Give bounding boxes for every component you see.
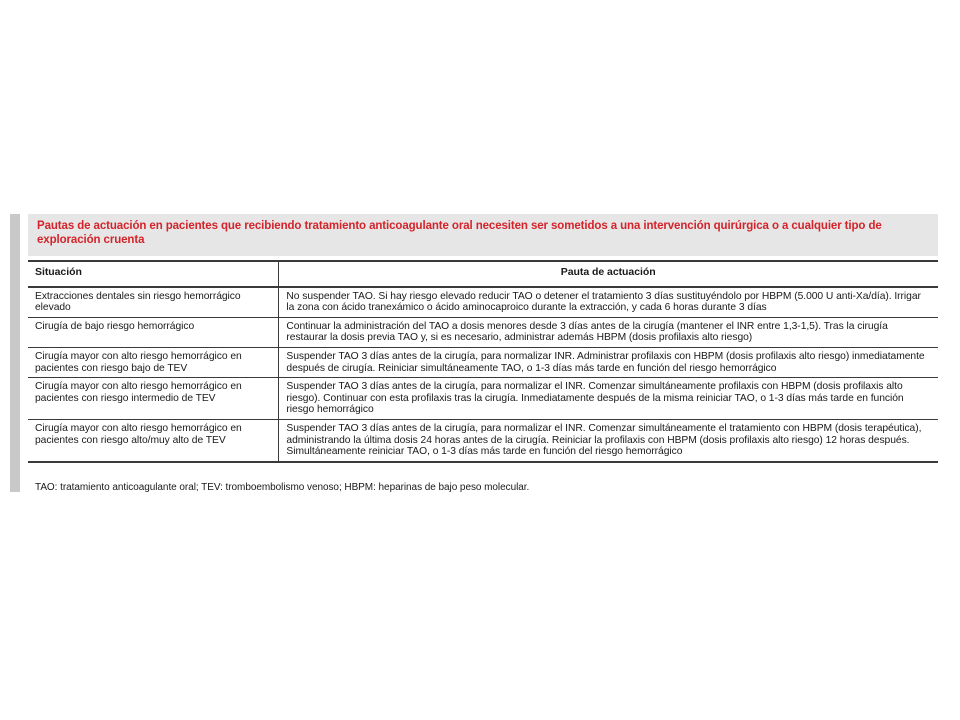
table-header-row <box>28 261 938 287</box>
table-row <box>28 347 938 377</box>
cell-pauta: Suspender TAO 3 días antes de la cirugía, para normalizar el INR. Comenzar simultáneamente el tratamiento con HBPM (dosis terapéutica), administrando la última dosis 24 horas antes de la cirugía. Reiniciar la profilaxis con HBPM (dosis profilaxis alto riesgo) 12 horas después. Simultáneamente reiniciar TAO, o 1-3 días más tarde en función del riesgo hemorrágico <box>279 419 938 461</box>
cell-situacion: Cirugía mayor con alto riesgo hemorrágico en pacientes con riesgo intermedio de TEV <box>28 378 279 420</box>
table-block <box>10 214 938 492</box>
table-row <box>28 287 938 318</box>
cell-pauta: Suspender TAO 3 días antes de la cirugía, para normalizar el INR. Comenzar simultáneamente profilaxis con HBPM (dosis profilaxis alto riesgo). Continuar con esta profilaxis tras la cirugía. Inmediatamente después de la misma reiniciar TAO, o 1-3 días más tarde en función riesgo hemorrágico <box>279 378 938 420</box>
cell-pauta: No suspender TAO. Si hay riesgo elevado reducir TAO o detener el tratamiento 3 días sustituyéndolo por HBPM (5.000 U anti-Xa/día). Irrigar la zona con ácido tranexámico o ácido aminocaproico durante la extracción, y cada 6 horas durante 3 días <box>279 287 938 318</box>
table-row <box>28 317 938 347</box>
cell-pauta: Suspender TAO 3 días antes de la cirugía, para normalizar INR. Administrar profilaxis con HBPM (dosis profilaxis alto riesgo) inmediatamente después de cirugía. Reiniciar simultáneamente TAO, o 1-3 días más tarde en función del riesgo hemorrágico <box>279 347 938 377</box>
table-footnote: TAO: tratamiento anticoagulante oral; TEV: tromboembolismo venoso; HBPM: heparinas de bajo peso molecular. <box>35 482 530 493</box>
table-row <box>28 378 938 420</box>
table-title-box <box>28 214 938 256</box>
decorative-side-bar <box>10 214 20 492</box>
cell-situacion: Cirugía mayor con alto riesgo hemorrágico en pacientes con riesgo bajo de TEV <box>28 347 279 377</box>
cell-situacion: Cirugía mayor con alto riesgo hemorrágico en pacientes con riesgo alto/muy alto de TEV <box>28 419 279 461</box>
cell-situacion: Extracciones dentales sin riesgo hemorrágico elevado <box>35 290 241 314</box>
cell-situacion: Cirugía de bajo riesgo hemorrágico <box>28 317 279 347</box>
header-pauta: Pauta de actuación <box>279 261 938 287</box>
cell-pauta: Continuar la administración del TAO a dosis menores desde 3 días antes de la cirugía (mantener el INR entre 1,3-1,5). Tras la cirugía restaurar la dosis previa TAO y, si es necesario, administrar además HBPM (dosis profilaxis alto riesgo) <box>279 317 938 347</box>
table-row <box>28 419 938 461</box>
guidelines-table <box>28 260 938 463</box>
table-title: Pautas de actuación en pacientes que recibiendo tratamiento anticoagulante oral necesiten ser sometidos a una intervención quirúrgica o a cualquier tipo de exploración cruenta <box>37 220 882 246</box>
header-situacion: Situación <box>28 261 279 287</box>
